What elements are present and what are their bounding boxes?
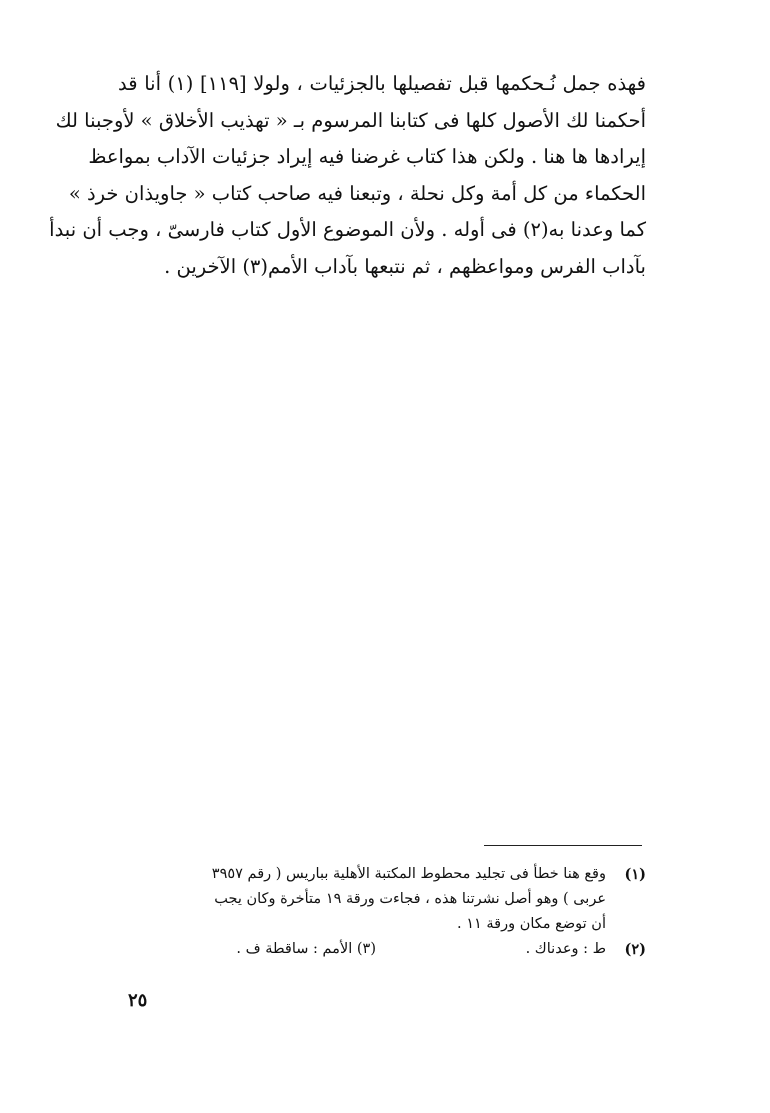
footnote-1-text	[126, 862, 606, 937]
body-line-5: كما وعدنا به(٢) فى أوله . ولأن الموضوع الأول كتاب فارسىّ ، وجب أن نبدأ	[49, 218, 646, 241]
footnote-1	[126, 862, 646, 937]
main-paragraph	[49, 66, 646, 285]
footnote-1-line-3: أن توضع مكان ورقة ١١ .	[456, 916, 606, 932]
footnote-1-line-1: وقع هنا خطأ فى تجليد محطوط المكتبة الأهلية بباريس ( رقم ٣٩٥٧	[211, 866, 606, 882]
footnote-separator	[484, 845, 642, 846]
footnote-2-and-3	[126, 937, 646, 962]
page-number: ٢٥	[128, 990, 148, 1011]
footnote-3-text: (٣) الأمم : ساقطة ف .	[236, 941, 376, 957]
footnote-1-line-2: عربى ) وهو أصل نشرتنا هذه ، فجاءت ورقة ١٩ متأخرة وكان يجب	[214, 891, 606, 907]
body-line-2: أحكمنا لك الأصول كلها فى كتابنا المرسوم بـ « تهذيب الأخلاق » لأوجبنا لك	[55, 108, 646, 132]
body-line-6: بآداب الفرس ومواعظهم ، ثم نتبعها بآداب الأمم(٣) الآخرين .	[164, 254, 646, 278]
body-line-3: إيرادها ها هنا . ولكن هذا كتاب غرضنا فيه إيراد جزئيات الآداب بمواعظ	[88, 145, 646, 168]
footnote-2-number: (٢)	[624, 941, 646, 958]
footnotes	[126, 862, 646, 962]
footnote-1-number: (١)	[624, 866, 646, 883]
body-line-1: فهذه جمل نُـحكمها قبل تفصيلها بالجزئيات ، ولولا [١١٩] (١) أنا قد	[118, 72, 646, 95]
body-line-4: الحكماء من كل أمة وكل نحلة ، وتبعنا فيه صاحب كتاب « جاويذان خرذ »	[68, 181, 646, 205]
footnote-2-text: ط : وعدناك .	[525, 941, 606, 957]
